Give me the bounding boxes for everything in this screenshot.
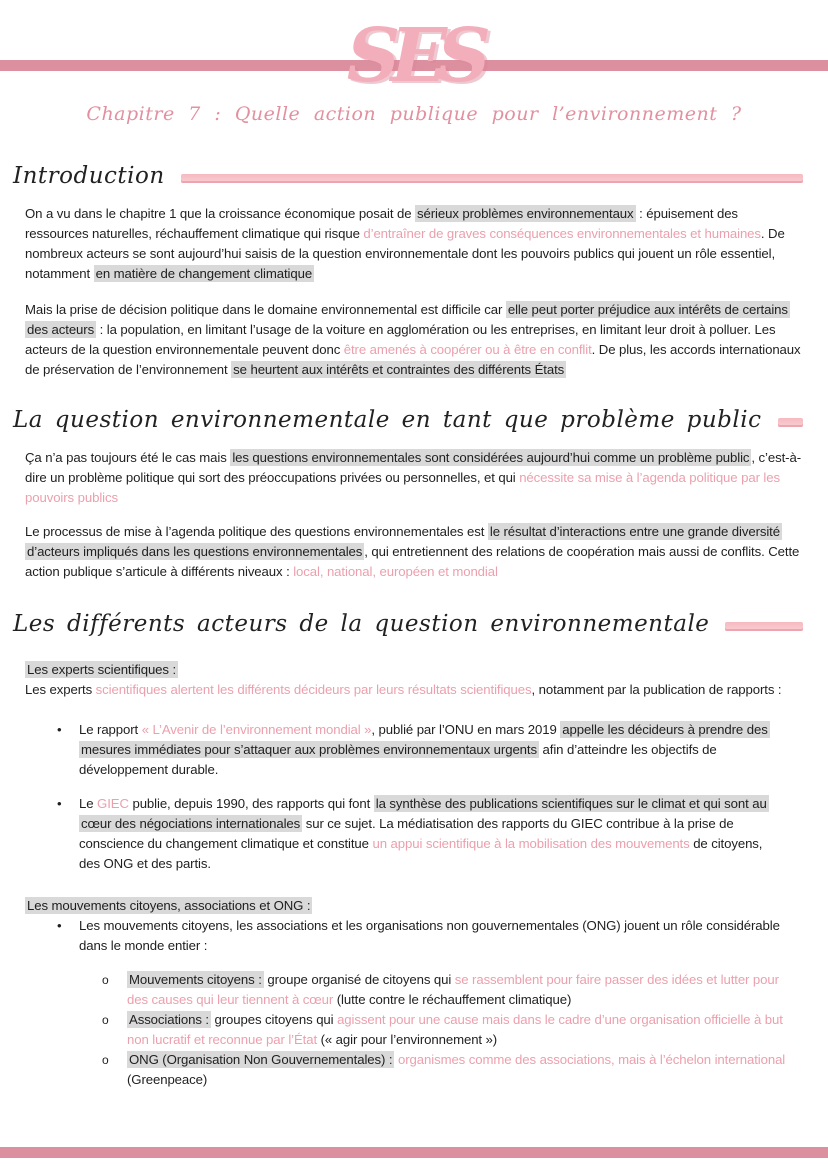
list-item (25, 916, 803, 956)
text-segment-pink: local, national, européen et mondial (293, 564, 498, 579)
text-segment-hl: Associations : (129, 1012, 209, 1027)
circle-bullet-icon: o (102, 1053, 109, 1067)
text-segment-plain: (« agir pour l’environnement ») (317, 1032, 498, 1047)
chapter-title: Chapitre 7 : Quelle action publique pour l’environnement ? (86, 103, 742, 125)
footer-bar (0, 1147, 828, 1158)
paragraph (25, 522, 803, 582)
text-segment-plain: , publié par l’ONU en mars 2019 (371, 722, 561, 737)
text-segment-hl: elle peut porter préjudice aux intérêts de certains des acteurs (27, 302, 788, 337)
circle-bullet-icon: o (102, 1013, 109, 1027)
text-segment-plain: , qui entretiennent des relations de coopération mais aussi de conflits. Cette action publique s’articule à différents niveaux : (25, 544, 800, 579)
text-segment-plain: On a vu dans le chapitre 1 que la croissance économique posait de (25, 206, 416, 221)
text-segment-plain: (lutte contre le réchauffement climatique) (333, 992, 572, 1007)
text-segment-plain: afin d’atteindre les objectifs de développement durable. (79, 742, 717, 777)
text-segment-pink: GIEC (97, 796, 129, 811)
list-item-text (127, 1010, 803, 1050)
section-header-acteurs (13, 606, 803, 642)
bullet-icon: • (57, 796, 62, 811)
bullet-icon: • (57, 722, 62, 737)
page-content (0, 150, 828, 1090)
text-segment-pink: agissent pour une cause mais dans le cadre d’une organisation officielle à but non lucratif et reconnue par l’État (127, 1012, 783, 1047)
text-segment-hl: sérieux problèmes environnementaux (417, 206, 634, 221)
list-item (25, 794, 803, 874)
text-segment-hl: les questions environnementales sont considérées aujourd’hui comme un problème public (232, 450, 750, 465)
text-segment-pink: se rassemblent pour faire passer des idées et lutter pour des causes qui leur tiennent à cœur (127, 972, 779, 1007)
text-segment-hl: Les experts scientifiques : (27, 662, 177, 677)
list-item-text (127, 1050, 803, 1090)
text-segment-pink: un appui scientifique à la mobilisation des mouvements (372, 836, 690, 851)
paragraph (25, 680, 803, 700)
text-segment-plain: , notamment par la publication de rapports : (531, 682, 782, 697)
list-item (25, 720, 803, 780)
text-segment-plain: sur ce sujet. La médiatisation des rapports du GIEC contribue à la prise de conscience du changement climatique et constitue (79, 816, 734, 851)
paragraph (25, 300, 803, 380)
text-segment-plain: . De plus, les accords internationaux de préservation de l’environnement (25, 342, 801, 377)
text-segment-pink: organismes comme des associations, mais à l’échelon international (398, 1052, 786, 1067)
list-item-text (127, 970, 803, 1010)
ses-logo: SES (346, 13, 482, 99)
paragraph (25, 448, 803, 508)
subsection-label-experts (25, 660, 803, 680)
circle-bullet-icon: o (102, 973, 109, 987)
text-segment-hl: Les mouvements citoyens, associations et ONG : (27, 898, 311, 913)
section-heading: La question environnementale en tant que problème public (13, 407, 762, 433)
heading-rule (181, 174, 803, 183)
text-segment-pink: scientifiques alertent les différents décideurs par leurs résultats scientifiques (95, 682, 532, 697)
text-segment-pink: être amenés à coopérer ou à être en conflit (343, 342, 592, 357)
text-segment-plain: Le (79, 796, 98, 811)
text-segment-hl: se heurtent aux intérêts et contraintes des différents États (233, 362, 565, 377)
heading-rule (725, 622, 803, 631)
sub-list-item (25, 1010, 803, 1050)
text-segment-plain: publie, depuis 1990, des rapports qui font (128, 796, 374, 811)
text-segment-plain: Le rapport (79, 722, 142, 737)
bullet-icon: • (57, 918, 62, 933)
list-item-text (79, 916, 803, 956)
text-segment-plain: (Greenpeace) (127, 1072, 208, 1087)
text-segment-plain: Le processus de mise à l’agenda politique des questions environnementales est (25, 524, 488, 539)
text-segment-plain: . De nombreux acteurs se sont aujourd’hui saisis de la question environnementale dont les pouvoirs publics qui jouent un rôle essentiel, notamment (25, 226, 785, 281)
text-segment-plain: Ça n’a pas toujours été le cas mais (25, 450, 231, 465)
text-segment-plain: groupe organisé de citoyens qui (263, 972, 455, 987)
text-segment-plain: Les mouvements citoyens, les associations et les organisations non gouvernementales (ONG) jouent un rôle considérable dans le monde entier : (79, 918, 780, 953)
text-segment-plain: Mais la prise de décision politique dans le domaine environnemental est difficile car (25, 302, 506, 317)
text-segment-pink: d’entraîner de graves conséquences environnementales et humaines (363, 226, 761, 241)
text-segment-plain: Les experts (25, 682, 96, 697)
text-segment-plain: : épuisement des ressources naturelles, réchauffement climatique qui risque (25, 206, 738, 241)
text-segment-plain: groupes citoyens qui (210, 1012, 338, 1027)
text-segment-plain: , c’est-à-dire un problème politique qui sort des préoccupations privées ou personnelles, et qui (25, 450, 801, 485)
text-segment-hl: la synthèse des publications scientifiques sur le climat et qui sont au cœur des négociations internationales (81, 796, 767, 831)
list-item-text (79, 794, 803, 874)
text-segment-hl: le résultat d’interactions entre une grande diversité d’acteurs impliqués dans les questions environnementales (27, 524, 780, 559)
heading-rule (778, 418, 804, 427)
section-heading: Les différents acteurs de la question environnementale (13, 611, 710, 637)
text-segment-hl: en matière de changement climatique (95, 266, 313, 281)
text-segment-pink: nécessite sa mise à l’agenda politique par les pouvoirs publics (25, 470, 780, 505)
list-item-text (79, 720, 803, 780)
section-heading: Introduction (13, 163, 165, 189)
text-segment-hl: ONG (Organisation Non Gouvernementales) : (129, 1052, 393, 1067)
text-segment-plain: : la population, en limitant l’usage de la voiture en agglomération ou les entreprises, en limitant leur droit à polluer. Les acteurs de la question environnementale peuvent donc (25, 322, 776, 357)
text-segment-hl: appelle les décideurs à prendre des mesures immédiates pour s’attaquer aux problèmes environnementaux urgents (81, 722, 768, 757)
paragraph (25, 204, 803, 284)
text-segment-plain: de citoyens, des ONG et des partis. (79, 836, 763, 871)
text-segment-pink: « L’Avenir de l’environnement mondial » (141, 722, 372, 737)
subsection-label-mouvements (25, 896, 803, 916)
text-segment-hl: Mouvements citoyens : (129, 972, 262, 987)
sub-list-item (25, 970, 803, 1010)
section-header-probleme-public (13, 402, 803, 438)
sub-list-item (25, 1050, 803, 1090)
section-header-introduction (13, 158, 803, 194)
